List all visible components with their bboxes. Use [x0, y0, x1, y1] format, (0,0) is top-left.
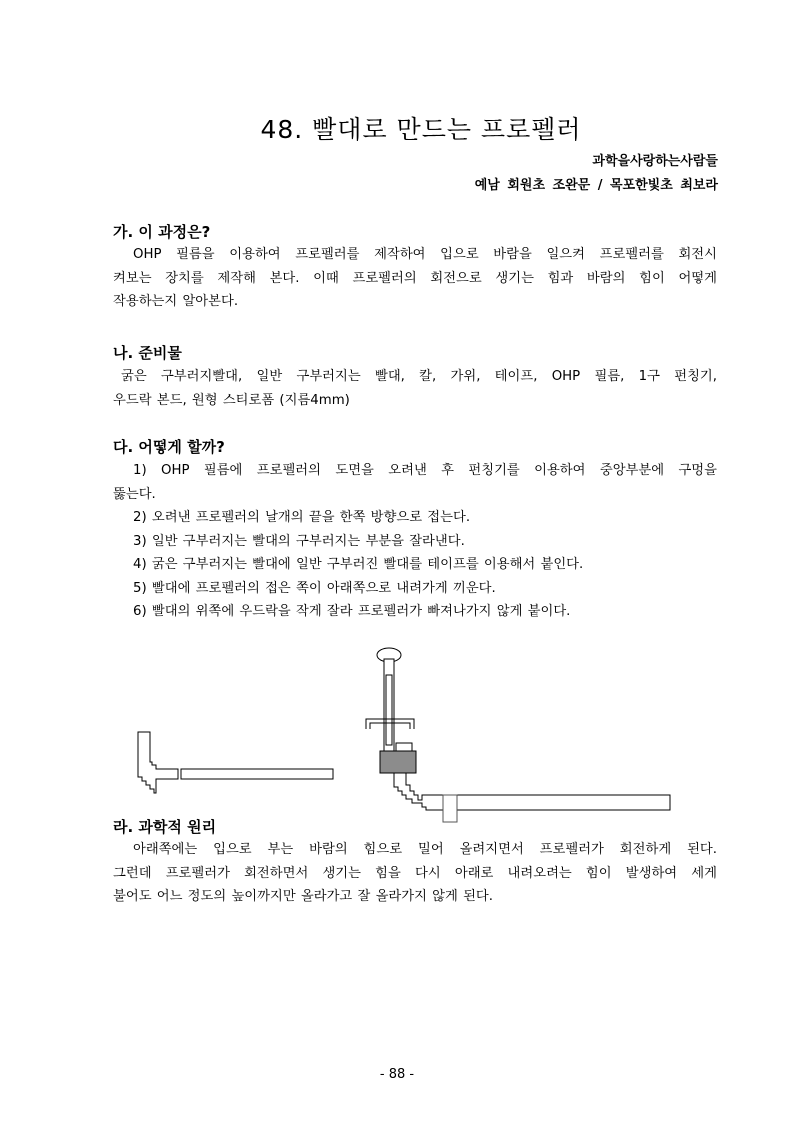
step-item: 1) OHP 필름에 프로펠러의 도면을 오려낸 후 펀칭기를 이용하여 중앙부분에 구멍을 — [133, 463, 717, 478]
principle-paragraph — [113, 838, 717, 909]
page-number: - 88 - — [379, 1067, 415, 1082]
bent-straw-part — [138, 732, 178, 793]
heading-method: 다. 어떻게 할까? — [113, 438, 225, 456]
step-item: 5) 빨대에 프로펠러의 접은 쪽이 아래쪽으로 내려가게 끼운다. — [133, 580, 496, 596]
text-line: 우드락 본드, 원형 스티로폼 (지름4mm) — [113, 392, 350, 408]
heading-purpose: 가. 이 과정은? — [113, 223, 211, 241]
method-steps — [113, 459, 717, 624]
organization-name: 과학을사랑하는사람들 — [592, 154, 718, 169]
lower-bent-straw — [394, 773, 670, 810]
author-line: 예남 회원초 조완문 / 목포한빛초 최보라 — [474, 178, 718, 193]
materials-paragraph — [113, 365, 717, 412]
step-item-continuation: 뚫는다. — [113, 486, 156, 502]
step-item: 2) 오려낸 프로펠러의 날개의 끝을 한쪽 방향으로 접는다. — [133, 510, 471, 525]
text-line: OHP 필름을 이용하여 프로펠러를 제작하여 입으로 바람을 일으켜 프로펠러를 회전시 — [133, 247, 717, 262]
document-title: 48. 빨대로 만드는 프로펠러 — [260, 115, 582, 144]
text-line: 작용하는지 알아본다. — [113, 294, 239, 309]
heading-materials: 나. 준비물 — [113, 344, 182, 362]
text-line: 불어도 어느 정도의 높이까지만 올라가고 잘 올라가지 않게 된다. — [113, 889, 494, 904]
purpose-paragraph — [113, 243, 717, 314]
text-line: 아래쪽에는 입으로 부는 바람의 힘으로 밀어 올려지면서 프로펠러가 회전하게 된다. — [133, 842, 717, 857]
text-line: 굵은 구부러지빨대, 일반 구부러지는 빨대, 칼, 가위, 테이프, OHP 필름, 1구 펀칭기, — [121, 369, 717, 384]
heading-principle: 라. 과학적 원리 — [113, 818, 217, 836]
step-item: 4) 굵은 구부러지는 빨대에 일반 구부러진 빨대를 테이프를 이용해서 붙인다. — [133, 557, 584, 572]
text-line: 그런데 프로펠러가 회전하면서 생기는 힘을 다시 아래로 내려오려는 힘이 발생하여 세게 — [113, 865, 717, 881]
straw-propeller-figure — [130, 645, 680, 825]
tape-block — [380, 751, 416, 773]
text-line: 켜보는 장치를 제작해 본다. 이때 프로펠러의 회전으로 생기는 힘과 바람의 힘이 어떻게 — [113, 270, 717, 286]
straight-straw-part — [181, 769, 333, 779]
step-item: 6) 빨대의 위쪽에 우드락을 작게 잘라 프로펠러가 빠져나가지 않게 붙이다. — [133, 604, 571, 619]
step-item: 3) 일반 구부러지는 빨대의 구부러지는 부분을 잘라낸다. — [133, 533, 465, 549]
